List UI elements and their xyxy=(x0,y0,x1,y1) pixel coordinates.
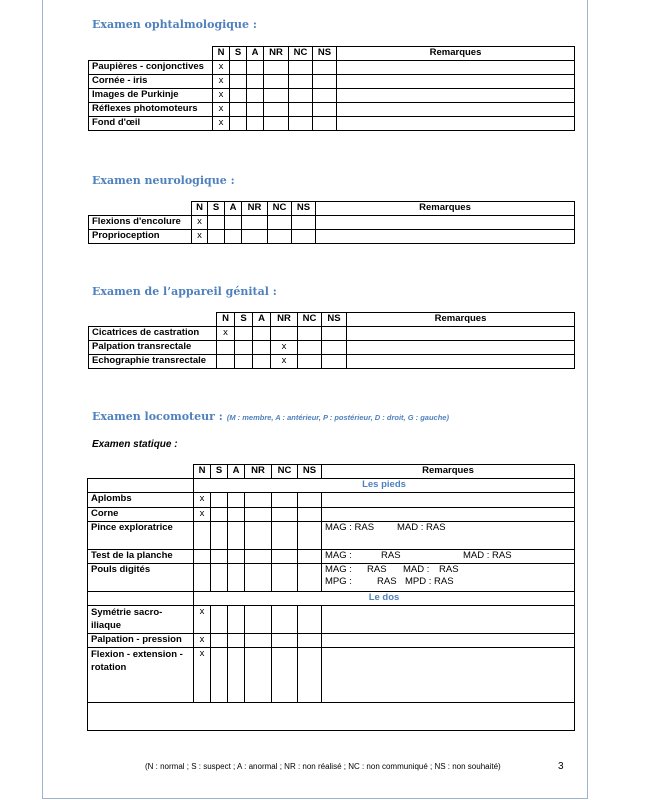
col-n: N xyxy=(192,202,208,216)
row-label: Images de Purkinje xyxy=(89,89,213,103)
row-label: Pouls digités xyxy=(88,564,194,592)
table-header-row xyxy=(89,47,575,61)
row-label: Fond d'œil xyxy=(89,117,213,131)
mark-n: x xyxy=(194,606,211,634)
col-ns: NS xyxy=(298,465,322,479)
col-n: N xyxy=(213,47,230,61)
col-ns: NS xyxy=(292,202,316,216)
col-a: A xyxy=(247,47,264,61)
mark-n: x xyxy=(194,493,211,508)
row-label: Test de la planche xyxy=(88,550,194,564)
col-nc: NC xyxy=(268,202,292,216)
table-row xyxy=(89,117,575,131)
table-row xyxy=(89,355,575,369)
col-s: S xyxy=(208,202,225,216)
mark-n: x xyxy=(213,75,230,89)
table-row xyxy=(89,216,575,230)
table-row xyxy=(89,89,575,103)
col-a: A xyxy=(228,465,245,479)
remark-mag-value: RAS xyxy=(381,550,401,561)
mark-n: x xyxy=(194,634,211,648)
neuro-title: Examen neurologique : xyxy=(92,174,235,187)
row-label: Aplombs xyxy=(88,493,194,508)
table-row xyxy=(89,327,575,341)
mark-n: x xyxy=(213,61,230,75)
col-s: S xyxy=(235,313,253,327)
genital-title: Examen de l’appareil génital : xyxy=(92,285,277,298)
table-row xyxy=(88,648,575,703)
col-s: S xyxy=(211,465,228,479)
table-row xyxy=(88,493,575,508)
mark-n: x xyxy=(213,117,230,131)
mark-n: x xyxy=(217,327,235,341)
remark-mpg: MPG : xyxy=(325,576,352,587)
col-nr: NR xyxy=(242,202,268,216)
mark-n: x xyxy=(194,648,211,703)
remark-mag: MAG : xyxy=(325,550,352,561)
col-s: S xyxy=(230,47,247,61)
table-row xyxy=(88,564,575,592)
table-row xyxy=(89,230,575,244)
table-row xyxy=(89,341,575,355)
section-row xyxy=(88,592,575,606)
col-remarques: Remarques xyxy=(322,465,575,479)
col-nr: NR xyxy=(271,313,298,327)
row-label: Palpation - pression xyxy=(88,634,194,648)
col-nr: NR xyxy=(264,47,289,61)
row-label: Echographie transrectale xyxy=(89,355,217,369)
row-label: Flexion - extension - rotation xyxy=(88,648,194,703)
col-ns: NS xyxy=(322,313,347,327)
table-row xyxy=(88,522,575,550)
col-remarques: Remarques xyxy=(347,313,575,327)
table-header-row xyxy=(89,202,575,216)
section-row xyxy=(88,479,575,493)
section-pieds: Les pieds xyxy=(194,479,575,493)
row-label: Pince exploratrice xyxy=(88,522,194,550)
col-a: A xyxy=(253,313,271,327)
table-row xyxy=(89,61,575,75)
col-nc: NC xyxy=(289,47,313,61)
row-label: Cornée - iris xyxy=(89,75,213,89)
table-row xyxy=(88,634,575,648)
remark-mpd: MPD : RAS xyxy=(405,576,454,587)
row-label: Paupières - conjonctives xyxy=(89,61,213,75)
table-row xyxy=(89,75,575,89)
table-row xyxy=(88,508,575,522)
row-label: Flexions d'encolure xyxy=(89,216,192,230)
loco-note: (M : membre, A : antérieur, P : postérieur, D : droit, G : gauche) xyxy=(226,413,449,422)
col-ns: NS xyxy=(313,47,337,61)
col-a: A xyxy=(225,202,242,216)
loco-title-text: Examen locomoteur : xyxy=(92,410,223,423)
row-label: Palpation transrectale xyxy=(89,341,217,355)
mark-n: x xyxy=(213,89,230,103)
remark-line-1 xyxy=(325,564,571,576)
remark-cell xyxy=(322,522,575,550)
remark-line-2 xyxy=(325,576,571,588)
row-label: Réflexes photomoteurs xyxy=(89,103,213,117)
neuro-table xyxy=(88,201,575,244)
mark-n: x xyxy=(192,230,208,244)
col-n: N xyxy=(194,465,211,479)
table-row xyxy=(89,103,575,117)
mark-n: x xyxy=(213,103,230,117)
remark-mad: MAD : xyxy=(403,564,430,575)
remark-mag: MAG : xyxy=(325,564,352,575)
mark-nr: x xyxy=(271,355,298,369)
remark-mag-value: RAS xyxy=(367,564,387,575)
ophtal-title: Examen ophtalmologique : xyxy=(92,18,257,31)
table-row xyxy=(88,550,575,564)
table-row-empty xyxy=(88,703,575,731)
static-exam-title: Examen statique : xyxy=(92,439,178,450)
remark-mpg-value: RAS xyxy=(377,576,397,587)
col-nc: NC xyxy=(298,313,322,327)
legend-footer: (N : normal ; S : suspect ; A : anormal ; NR : non réalisé ; NC : non communiqué ; NS : non souhaité) xyxy=(145,762,501,771)
remark-cell xyxy=(322,564,575,592)
row-label: Cicatrices de castration xyxy=(89,327,217,341)
table-header-row xyxy=(88,465,575,479)
row-label: Proprioception xyxy=(89,230,192,244)
section-dos: Le dos xyxy=(194,592,575,606)
mark-n: x xyxy=(192,216,208,230)
row-label: Symétrie sacro-iliaque xyxy=(88,606,194,634)
page-number: 3 xyxy=(558,761,564,772)
col-remarques: Remarques xyxy=(337,47,575,61)
remark-mad: MAD : RAS xyxy=(397,522,446,533)
remark-mad: MAD : RAS xyxy=(463,550,512,561)
table-row xyxy=(88,606,575,634)
col-n: N xyxy=(217,313,235,327)
mark-nr: x xyxy=(271,341,298,355)
remark-mad-value: RAS xyxy=(439,564,459,575)
remark-cell xyxy=(322,550,575,564)
table-header-row xyxy=(89,313,575,327)
ophtal-table xyxy=(88,46,575,131)
col-nr: NR xyxy=(245,465,272,479)
remark-mag: MAG : RAS xyxy=(325,522,375,533)
mark-n: x xyxy=(194,508,211,522)
loco-title xyxy=(92,410,449,423)
loco-table xyxy=(87,464,575,731)
row-label: Corne xyxy=(88,508,194,522)
genital-table xyxy=(88,312,575,369)
col-nc: NC xyxy=(272,465,298,479)
col-remarques: Remarques xyxy=(316,202,575,216)
